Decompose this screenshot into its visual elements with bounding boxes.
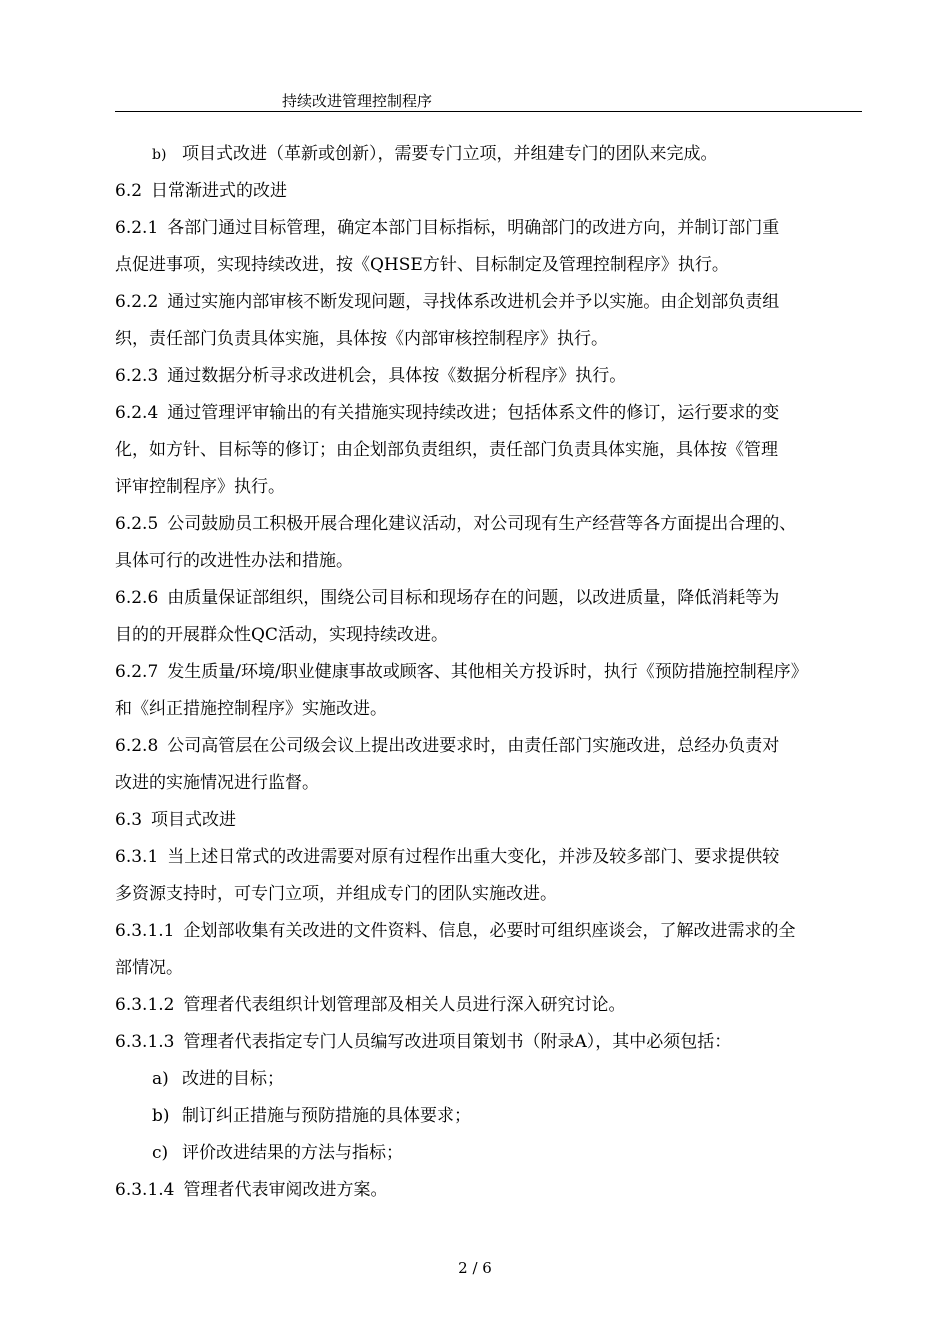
clause-number: 6.2.3	[115, 366, 159, 386]
paragraph-text: 公司鼓励员工积极开展合理化建议活动，对公司现有生产经营等各方面提出合理的、	[167, 514, 797, 534]
paragraph-continuation: 多资源支持时，可专门立项，并组成专门的团队实施改进。	[115, 884, 557, 904]
clause-number: 6.2.1	[115, 218, 159, 238]
paragraph-continuation: 改进的实施情况进行监督。	[115, 773, 319, 793]
paragraph-6-2-4	[115, 395, 865, 432]
list-item-a	[115, 1061, 865, 1098]
clause-number: 6.3.1.4	[115, 1180, 175, 1200]
paragraph-text: 由质量保证部组织，围绕公司目标和现场存在的问题，以改进质量，降低消耗等为	[167, 588, 780, 608]
clause-number: 6.2.2	[115, 292, 159, 312]
list-marker: b)	[152, 147, 167, 163]
list-item-text: 制订纠正措施与预防措施的具体要求；	[182, 1106, 471, 1126]
paragraph-continuation: 具体可行的改进性办法和措施。	[115, 551, 353, 571]
paragraph-text: 通过实施内部审核不断发现问题，寻找体系改进机会并予以实施。由企划部负责组	[167, 292, 780, 312]
clause-number: 6.2.5	[115, 514, 159, 534]
paragraph-6-2-6	[115, 580, 865, 617]
clause-number: 6.3.1.2	[115, 995, 175, 1015]
paragraph-text: 公司高管层在公司级会议上提出改进要求时，由责任部门实施改进，总经办负责对	[167, 736, 780, 756]
clause-number: 6.3.1	[115, 847, 159, 867]
paragraph-6-2-8	[115, 728, 865, 765]
paragraph-continuation: 化，如方针、目标等的修订；由企划部负责组织，责任部门负责具体实施，具体按《管理	[115, 440, 778, 460]
paragraph-continuation: 评审控制程序》执行。	[115, 477, 285, 497]
section-title: 项目式改进	[151, 810, 237, 830]
page-number: 2 / 6	[458, 1259, 492, 1277]
paragraph-6-3-1-4	[115, 1172, 865, 1209]
paragraph-text: 管理者代表审阅改进方案。	[183, 1180, 388, 1200]
paragraph-6-2-7	[115, 654, 865, 691]
section-number: 6.3	[115, 810, 143, 830]
paragraph-6-3-1	[115, 839, 865, 876]
paragraph-text: 通过数据分析寻求改进机会，具体按《数据分析程序》执行。	[167, 366, 627, 386]
clause-number: 6.3.1.3	[115, 1032, 175, 1052]
list-marker: c)	[152, 1143, 169, 1163]
paragraph-6-2-2	[115, 284, 865, 321]
list-item-text: 改进的目标；	[182, 1069, 284, 1089]
paragraph-text: 发生质量/环境/职业健康事故或顾客、其他相关方投诉时，执行《预防措施控制程序》	[167, 662, 808, 682]
list-marker: b)	[152, 1106, 170, 1126]
list-marker: a)	[152, 1069, 169, 1089]
section-heading-6-3	[115, 802, 865, 839]
list-item-c	[115, 1135, 865, 1172]
paragraph-6-2-3	[115, 358, 865, 395]
paragraph-6-3-1-2	[115, 987, 865, 1024]
paragraph-text: 各部门通过目标管理，确定本部门目标指标，明确部门的改进方向，并制订部门重	[167, 218, 780, 238]
paragraph-continuation: 织，责任部门负责具体实施，具体按《内部审核控制程序》执行。	[115, 329, 608, 349]
list-item-text: 评价改进结果的方法与指标；	[182, 1143, 403, 1163]
paragraph-6-2-5	[115, 506, 865, 543]
paragraph-6-3-1-1	[115, 913, 865, 950]
paragraph-6-3-1-3	[115, 1024, 865, 1061]
paragraph-continuation: 部情况。	[115, 958, 183, 978]
paragraph-text: 管理者代表指定专门人员编写改进项目策划书（附录A），其中必须包括：	[183, 1032, 732, 1052]
paragraph-continuation: 目的的开展群众性QC活动，实现持续改进。	[115, 625, 448, 645]
paragraph-continuation: 和《纠正措施控制程序》实施改进。	[115, 699, 387, 719]
paragraph-text: 企划部收集有关改进的文件资料、信息，必要时可组织座谈会，了解改进需求的全	[183, 921, 796, 941]
document-header-title: 持续改进管理控制程序	[282, 92, 433, 110]
paragraph-text: 通过管理评审输出的有关措施实现持续改进；包括体系文件的修订，运行要求的变	[167, 403, 780, 423]
clause-number: 6.2.7	[115, 662, 159, 682]
list-item-text: 项目式改进（革新或创新），需要专门立项，并组建专门的团队来完成。	[182, 144, 718, 164]
header-divider	[115, 111, 862, 112]
paragraph-text: 当上述日常式的改进需要对原有过程作出重大变化，并涉及较多部门、要求提供较	[167, 847, 780, 867]
section-title: 日常渐进式的改进	[151, 181, 288, 201]
paragraph-continuation: 点促进事项，实现持续改进，按《QHSE方针、目标制定及管理控制程序》执行。	[115, 255, 729, 275]
clause-number: 6.2.6	[115, 588, 159, 608]
paragraph-6-2-1	[115, 210, 865, 247]
document-body	[115, 136, 865, 1209]
clause-number: 6.2.4	[115, 403, 159, 423]
clause-number: 6.3.1.1	[115, 921, 175, 941]
list-item-b	[115, 136, 865, 173]
section-heading-6-2	[115, 173, 865, 210]
list-item-b	[115, 1098, 865, 1135]
clause-number: 6.2.8	[115, 736, 159, 756]
section-number: 6.2	[115, 181, 143, 201]
paragraph-text: 管理者代表组织计划管理部及相关人员进行深入研究讨论。	[183, 995, 626, 1015]
